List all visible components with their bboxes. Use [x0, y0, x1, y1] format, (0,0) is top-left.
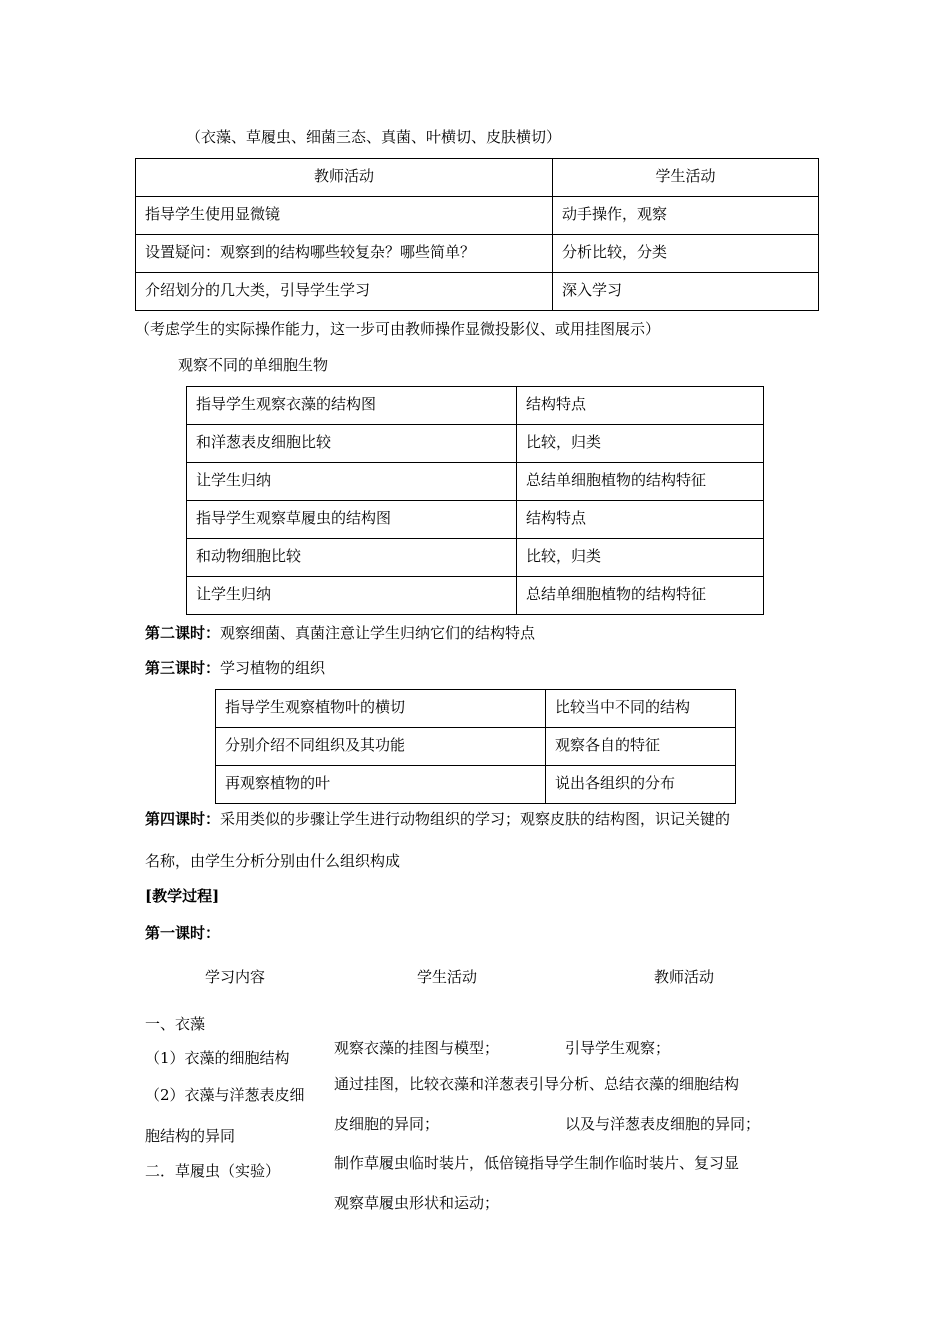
table-cell: 比较，归类	[517, 425, 764, 463]
table-cell: 动手操作，观察	[553, 197, 819, 235]
content-item: 一、衣藻	[145, 1015, 206, 1033]
intro-line: （衣藻、草履虫、细菌三态、真菌、叶横切、皮肤横切）	[186, 128, 562, 146]
table-cell: 分别介绍不同组织及其功能	[216, 728, 546, 766]
table-cell: 介绍划分的几大类，引导学生学习	[136, 273, 553, 311]
table-cell: 分析比较，分类	[553, 235, 819, 273]
column-header: 教师活动	[654, 968, 715, 986]
lesson1-label: 第一课时：	[145, 924, 221, 942]
column-header: 学习内容	[205, 968, 266, 986]
lesson4-line	[145, 808, 730, 829]
lesson3-line	[145, 657, 325, 678]
table-cell: 再观察植物的叶	[216, 766, 546, 804]
teacher-line: 引导学生观察；	[565, 1039, 671, 1057]
lesson4-line2: 名称，由学生分析分别由什么组织构成	[145, 852, 401, 870]
table-cell: 结构特点	[517, 387, 764, 425]
table-header: 学生活动	[553, 159, 819, 197]
table-cell: 指导学生观察草履虫的结构图	[187, 501, 517, 539]
table-cell: 结构特点	[517, 501, 764, 539]
table-cell: 指导学生观察衣藻的结构图	[187, 387, 517, 425]
table-cell: 总结单细胞植物的结构特征	[517, 577, 764, 615]
plant-tissue-table	[215, 689, 736, 804]
table-header: 教师活动	[136, 159, 553, 197]
teacher-line: 以及与洋葱表皮细胞的异同；	[565, 1115, 761, 1133]
table-cell: 让学生归纳	[187, 463, 517, 501]
column-header: 学生活动	[417, 968, 478, 986]
lesson3-label: 第三课时：	[145, 659, 221, 677]
lesson4-text: 采用类似的步骤让学生进行动物组织的学习；观察皮肤的结构图，识记关键的	[220, 810, 731, 828]
table-cell: 比较，归类	[517, 539, 764, 577]
table-cell: 指导学生使用显微镜	[136, 197, 553, 235]
table-cell: 总结单细胞植物的结构特征	[517, 463, 764, 501]
content-item: （2）衣藻与洋葱表皮细	[145, 1086, 305, 1104]
activity-line: 观察草履虫形状和运动；	[334, 1194, 500, 1212]
table-cell: 说出各组织的分布	[546, 766, 736, 804]
table-cell: 比较当中不同的结构	[546, 690, 736, 728]
table-cell: 深入学习	[553, 273, 819, 311]
lesson2-label: 第二课时：	[145, 624, 221, 642]
table-cell: 观察各自的特征	[546, 728, 736, 766]
content-item: （1）衣藻的细胞结构	[145, 1049, 290, 1067]
lesson2-line	[145, 622, 535, 643]
content-item: 胞结构的异同	[145, 1127, 236, 1145]
single-cell-table	[186, 386, 764, 615]
table-cell: 和动物细胞比较	[187, 539, 517, 577]
teacher-student-table	[135, 158, 819, 311]
content-item: 二．草履虫（实验）	[145, 1162, 281, 1180]
subheading: 观察不同的单细胞生物	[178, 356, 329, 374]
activity-line: 通过挂图，比较衣藻和洋葱表引导分析、总结衣藻的细胞结构	[334, 1075, 740, 1093]
lesson2-text: 观察细菌、真菌注意让学生归纳它们的结构特点	[220, 624, 536, 642]
process-heading: [教学过程]	[145, 887, 220, 905]
activity-line: 皮细胞的异同；	[334, 1115, 440, 1133]
lesson3-text: 学习植物的组织	[220, 659, 326, 677]
activity-line: 制作草履虫临时装片，低倍镜指导学生制作临时装片、复习显	[334, 1154, 740, 1172]
note-line: （考虑学生的实际操作能力，这一步可由教师操作显微投影仪、或用挂图展示）	[135, 320, 661, 338]
lesson4-label: 第四课时：	[145, 810, 221, 828]
table-cell: 设置疑问：观察到的结构哪些较复杂？哪些简单？	[136, 235, 553, 273]
table-cell: 指导学生观察植物叶的横切	[216, 690, 546, 728]
activity-line: 观察衣藻的挂图与模型；	[334, 1039, 500, 1057]
table-cell: 让学生归纳	[187, 577, 517, 615]
table-cell: 和洋葱表皮细胞比较	[187, 425, 517, 463]
